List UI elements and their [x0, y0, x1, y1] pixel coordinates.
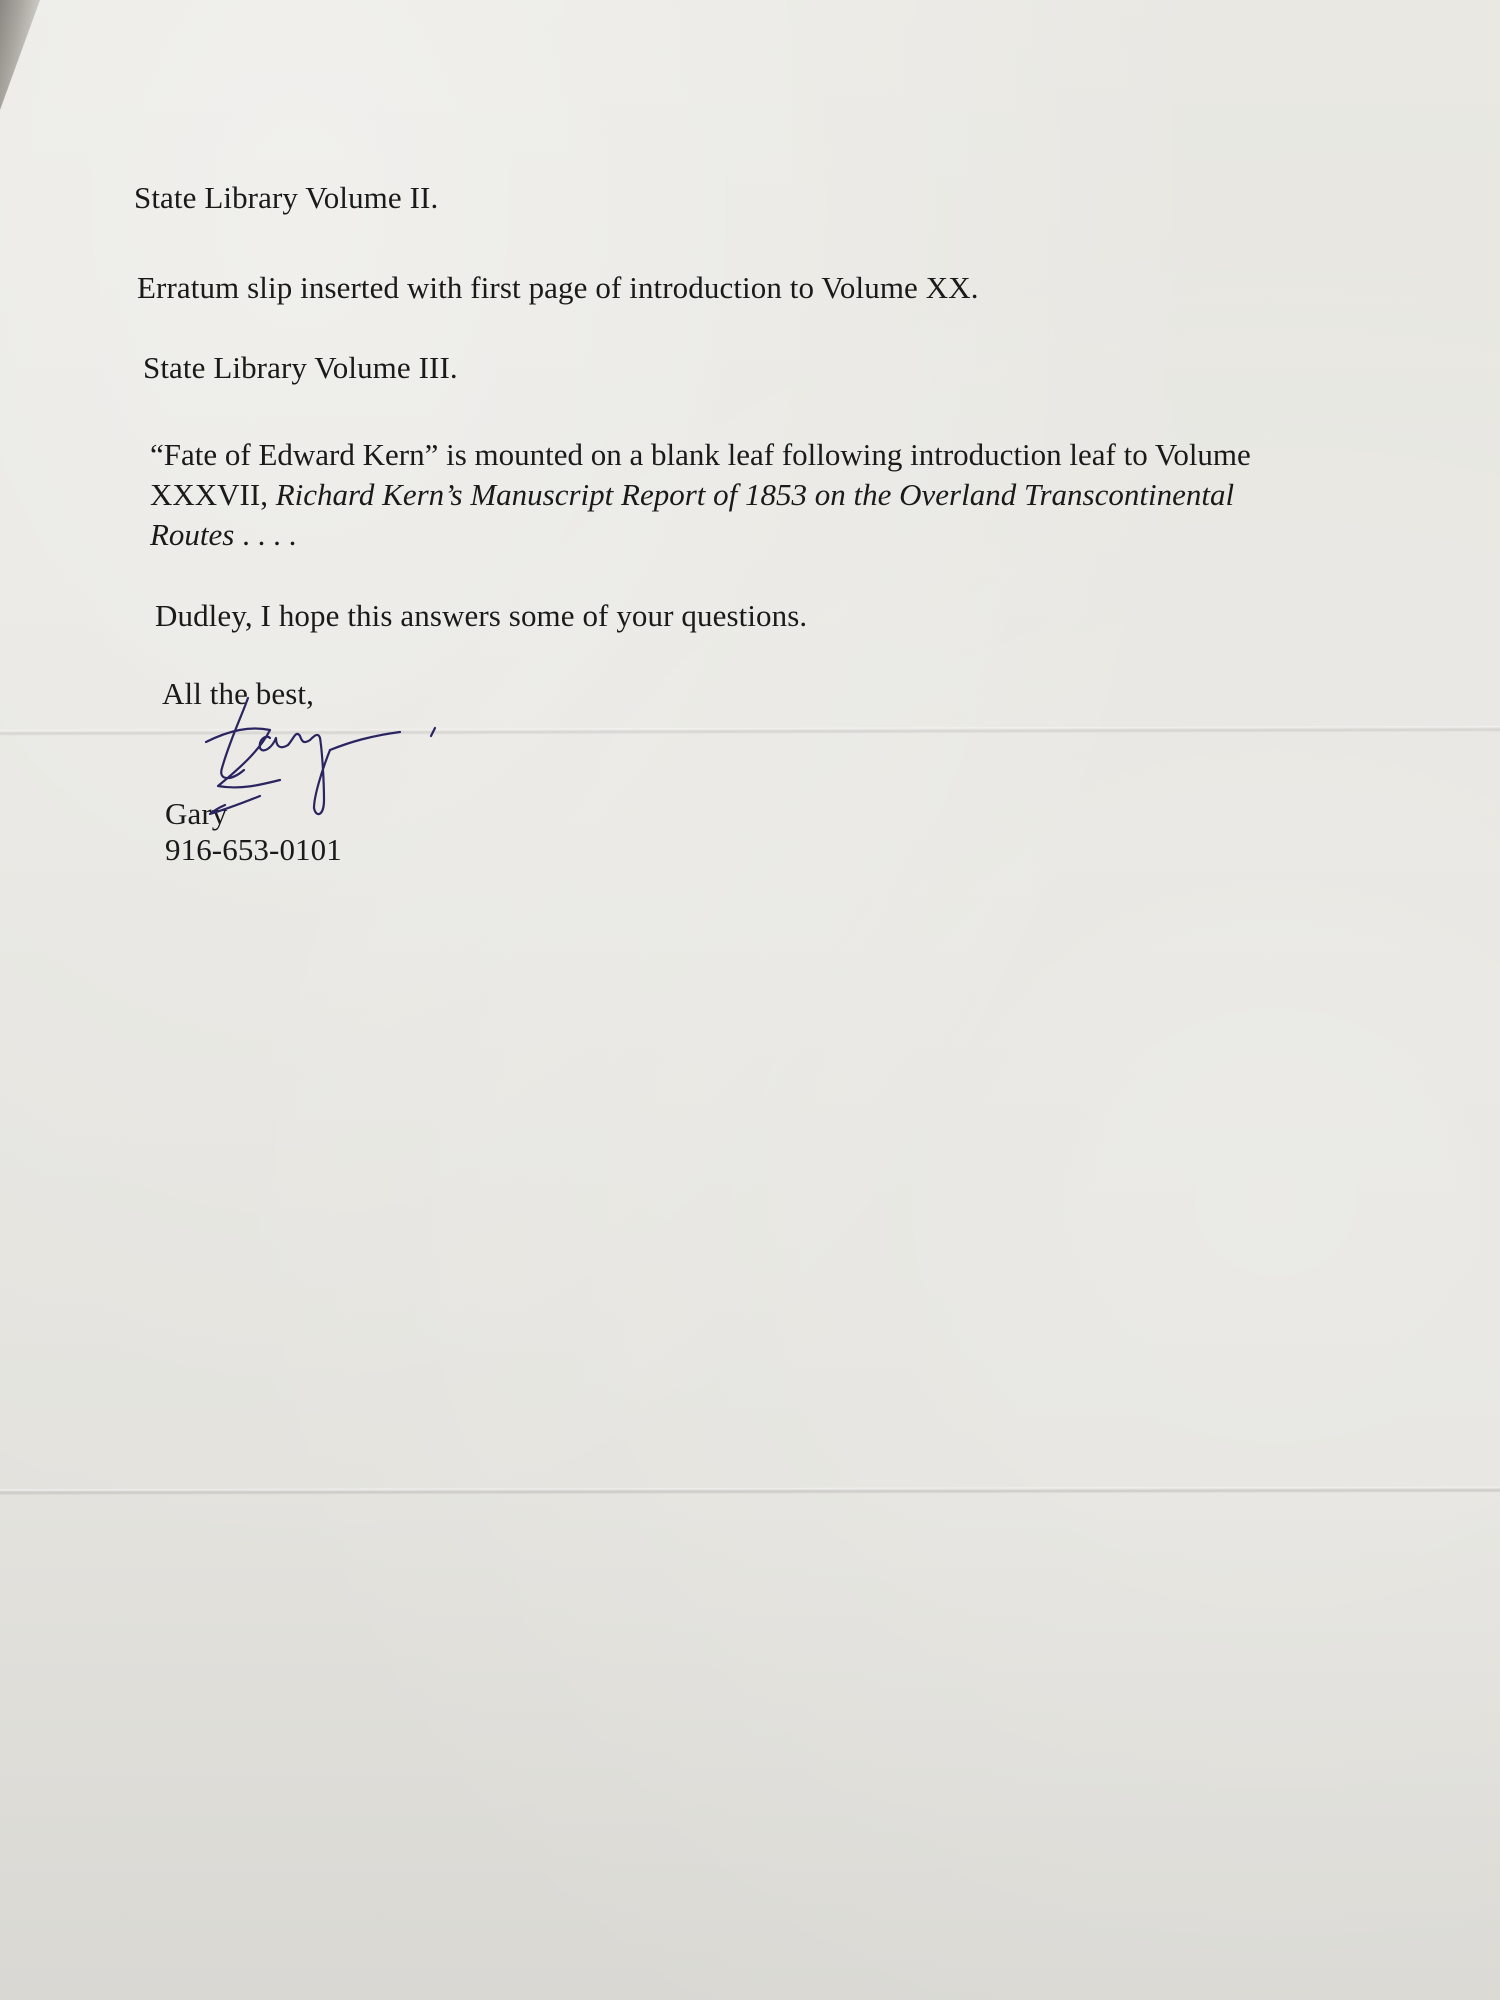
closing-salutation: All the best, — [162, 676, 314, 711]
paragraph-line: “Fate of Edward Kern” is mounted on a blank leaf following introduction leaf to Volume — [150, 437, 1251, 472]
page-corner-shadow — [0, 0, 40, 110]
closing-remark: Dudley, I hope this answers some of your questions. — [155, 598, 808, 633]
volume-ii-heading: State Library Volume II. — [134, 180, 439, 215]
sender-phone: 916-653-0101 — [165, 832, 342, 867]
handwritten-signature — [200, 690, 500, 840]
signature-stroke — [210, 796, 260, 814]
fate-of-edward-kern-paragraph — [150, 435, 1380, 555]
paragraph-line — [150, 515, 1380, 555]
report-title: Richard Kern’s Manuscript Report of 1853 on the Overland Transcontinental — [275, 477, 1235, 512]
volume-number: XXXVII, — [150, 477, 276, 512]
signature-stroke — [314, 738, 330, 814]
signature-stroke — [330, 732, 400, 750]
signature-stroke — [260, 737, 288, 751]
ellipsis: . . . . — [234, 517, 297, 552]
signature-stroke — [431, 728, 435, 736]
signature-stroke — [288, 734, 320, 745]
erratum-note: Erratum slip inserted with first page of introduction to Volume XX. — [137, 270, 979, 305]
paper-fold-crease — [0, 1487, 1500, 1496]
report-title-end: Routes — [150, 517, 235, 552]
sender-name: Gary — [165, 796, 228, 831]
volume-iii-heading: State Library Volume III. — [143, 350, 458, 385]
paragraph-line — [150, 475, 1380, 515]
signature-stroke — [221, 698, 248, 778]
